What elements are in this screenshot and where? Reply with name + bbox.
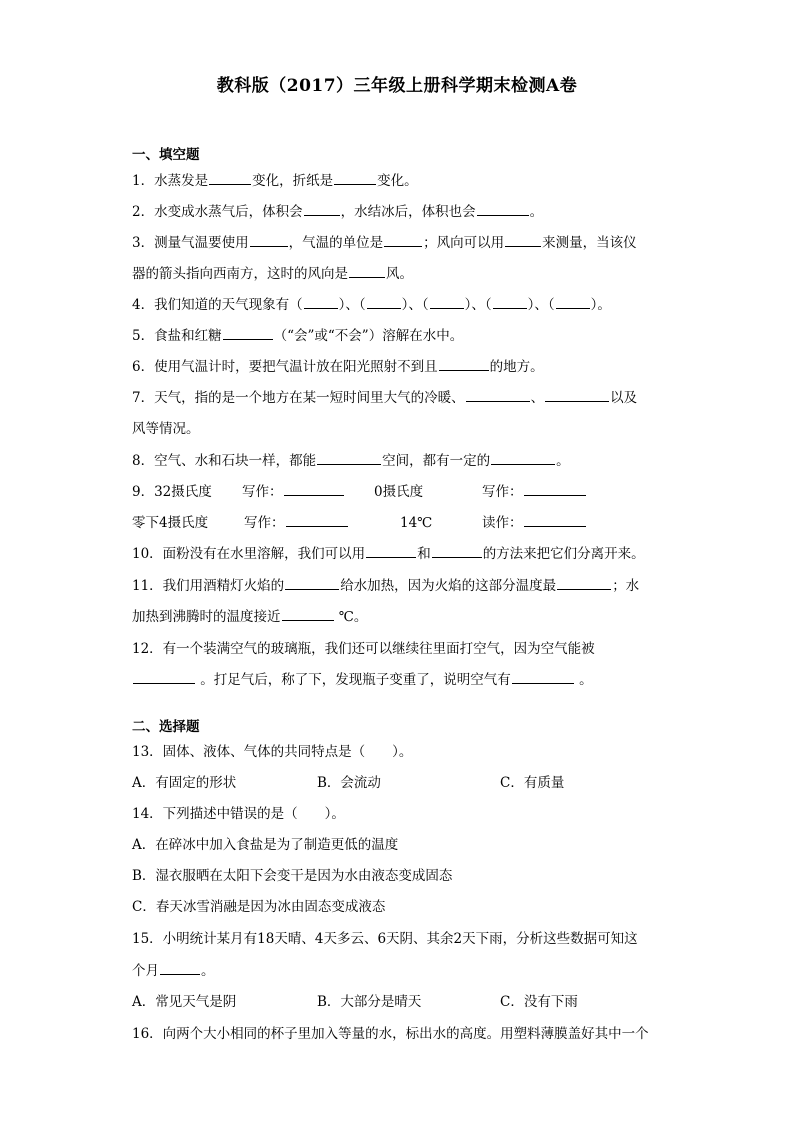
option-b[interactable]: B．大部分是晴天 (317, 994, 422, 1010)
question-5 (132, 326, 672, 346)
q11-text-c: ；水 (612, 578, 640, 594)
answer-blank[interactable] (545, 388, 609, 402)
q15-text-c: 。 (201, 963, 215, 979)
answer-blank[interactable] (439, 357, 489, 371)
answer-blank[interactable] (209, 171, 251, 185)
q8-text-a: 8．空气、水和石块一样，都能 (132, 453, 317, 469)
q7-text-c: 以及 (610, 390, 638, 406)
question-7-cont: 风等情况。 (132, 421, 200, 437)
question-13: 13．固体、液体、气体的共同特点是（ ）。 (132, 744, 413, 760)
q9-write-c (482, 482, 587, 502)
q8-text-c: 。 (556, 453, 570, 469)
option-b[interactable]: B．会流动 (317, 775, 381, 791)
q15-text-b: 个月 (132, 963, 159, 979)
answer-blank[interactable] (250, 233, 288, 247)
answer-blank[interactable] (556, 295, 590, 309)
q2-text-c: 。 (529, 204, 544, 220)
question-10 (132, 544, 672, 564)
q9-write-a (242, 482, 345, 502)
q10-text-c: 的方法来把它们分离开来。 (482, 546, 645, 562)
q9-text-a: 9．32摄氏度 (132, 484, 212, 500)
answer-blank[interactable] (286, 513, 348, 527)
question-2 (132, 202, 672, 222)
answer-blank[interactable] (334, 171, 376, 185)
q4-text-a: 4．我们知道的天气现象有（ (132, 297, 303, 313)
q9-write-e (244, 513, 349, 533)
q9-text-c: 0摄氏度 (374, 484, 424, 500)
q6-text-b: 的地方。 (489, 359, 544, 375)
section-fill-in: 一、填空题 (132, 147, 200, 163)
q3-text-b: ，气温的单位是 (288, 235, 384, 251)
answer-blank[interactable] (491, 451, 555, 465)
q10-text-a: 10．面粉没有在水里溶解，我们可以用 (132, 546, 366, 562)
q12-text-c: 。 (579, 672, 593, 688)
answer-blank[interactable] (285, 576, 339, 590)
q9-label-h: 读作： (482, 515, 523, 531)
question-16: 16．向两个大小相同的杯子里加入等量的水，标出水的高度。用塑料薄膜盖好其中一个 (132, 1026, 649, 1042)
q12-text-b: 。打足气后，称了下，发现瓶子变重了，说明空气有 (200, 672, 511, 688)
option-a[interactable]: A．在碎冰中加入食盐是为了制造更低的温度 (132, 837, 399, 853)
question-15-cont (132, 961, 672, 981)
answer-blank[interactable] (477, 202, 529, 216)
option-c[interactable]: C．有质量 (500, 775, 565, 791)
q1-text-a: 1．水蒸发是 (132, 173, 209, 189)
q3-text-f: 风。 (386, 266, 413, 282)
answer-blank[interactable] (367, 295, 401, 309)
answer-blank[interactable] (304, 202, 340, 216)
answer-blank[interactable] (366, 544, 416, 558)
answer-blank[interactable] (524, 482, 586, 496)
option-a[interactable]: A．有固定的形状 (132, 775, 237, 791)
question-8 (132, 451, 672, 471)
answer-blank[interactable] (384, 233, 422, 247)
q4-sep: ）、（ (527, 297, 555, 313)
q4-sep: ）、（ (338, 297, 366, 313)
q5-text-b: （“会”或“不会”）溶解在水中。 (273, 328, 464, 344)
q8-text-b: 空间，都有一定的 (382, 453, 491, 469)
question-11-cont (132, 607, 672, 627)
answer-blank[interactable] (466, 388, 530, 402)
question-14: 14．下列描述中错误的是（ ）。 (132, 806, 345, 822)
q3-text-e: 器的箭头指向西南方，这时的风向是 (132, 266, 348, 282)
q9-label-d: 写作： (482, 484, 523, 500)
answer-blank[interactable] (223, 326, 273, 340)
q3-text-d: 来测量，当该仪 (542, 235, 637, 251)
answer-blank[interactable] (430, 295, 464, 309)
answer-blank[interactable] (432, 544, 482, 558)
q9-label-b: 写作： (242, 484, 283, 500)
q2-text-a: 2．水变成水蒸气后，体积会 (132, 204, 303, 220)
question-15: 15．小明统计某月有18天晴、4天多云、6天阴、其余2天下雨，分析这些数据可知这 (132, 931, 638, 947)
q9-label-f: 写作： (244, 515, 285, 531)
question-3-cont (132, 264, 672, 284)
q10-text-b: 和 (417, 546, 431, 562)
q11-text-e: ℃。 (338, 609, 368, 625)
q2-text-b: ，水结冰后，体积也会 (340, 204, 476, 220)
q4-text-end: ）。 (590, 297, 611, 313)
question-3 (132, 233, 672, 253)
q9-write-g (482, 513, 587, 533)
q9-text-g: 14℃ (400, 515, 433, 531)
answer-blank[interactable] (304, 295, 338, 309)
q3-text-c: ；风向可以用 (423, 235, 505, 251)
q7-text-a: 7．天气，指的是一个地方在某一短时间里大气的冷暖、 (132, 390, 465, 406)
q1-text-b: 变化，折纸是 (252, 173, 334, 189)
question-12-cont (132, 670, 672, 690)
answer-blank[interactable] (524, 513, 586, 527)
question-6 (132, 357, 672, 377)
q1-text-c: 变化。 (377, 173, 418, 189)
option-c[interactable]: C．没有下雨 (500, 994, 578, 1010)
option-a[interactable]: A．常见天气是阴 (132, 994, 237, 1010)
answer-blank[interactable] (505, 233, 541, 247)
q3-text-a: 3．测量气温要使用 (132, 235, 249, 251)
answer-blank[interactable] (284, 482, 344, 496)
q7-text-b: 、 (530, 390, 545, 406)
option-b[interactable]: B．湿衣服晒在太阳下会变干是因为水由液态变成固态 (132, 868, 453, 884)
answer-blank[interactable] (493, 295, 527, 309)
q6-text-a: 6．使用气温计时，要把气温计放在阳光照射不到且 (132, 359, 438, 375)
q11-text-b: 给水加热，因为火焰的这部分温度最 (340, 578, 557, 594)
question-11 (132, 576, 672, 596)
answer-blank[interactable] (317, 451, 381, 465)
answer-blank[interactable] (133, 670, 195, 684)
q4-sep: ）、（ (464, 297, 492, 313)
answer-blank[interactable] (512, 670, 574, 684)
q9-text-e: 零下4摄氏度 (132, 515, 209, 531)
q4-sep: ）、（ (401, 297, 429, 313)
q11-text-d: 加热到沸腾时的温度接近 (132, 609, 281, 625)
option-c[interactable]: C．春天冰雪消融是因为冰由固态变成液态 (132, 899, 386, 915)
question-12: 12．有一个装满空气的玻璃瓶，我们还可以继续往里面打空气，因为空气能被 (132, 641, 595, 657)
question-4 (132, 295, 672, 315)
section-multiple-choice: 二、选择题 (132, 719, 200, 735)
question-1 (132, 171, 672, 191)
answer-blank[interactable] (282, 607, 334, 621)
q5-text-a: 5．食盐和红糖 (132, 328, 222, 344)
answer-blank[interactable] (349, 264, 385, 278)
answer-blank[interactable] (160, 961, 200, 975)
question-7 (132, 388, 672, 408)
q11-text-a: 11．我们用酒精灯火焰的 (132, 578, 285, 594)
page-title: 教科版（2017）三年级上册科学期末检测A卷 (216, 76, 578, 96)
answer-blank[interactable] (557, 576, 611, 590)
